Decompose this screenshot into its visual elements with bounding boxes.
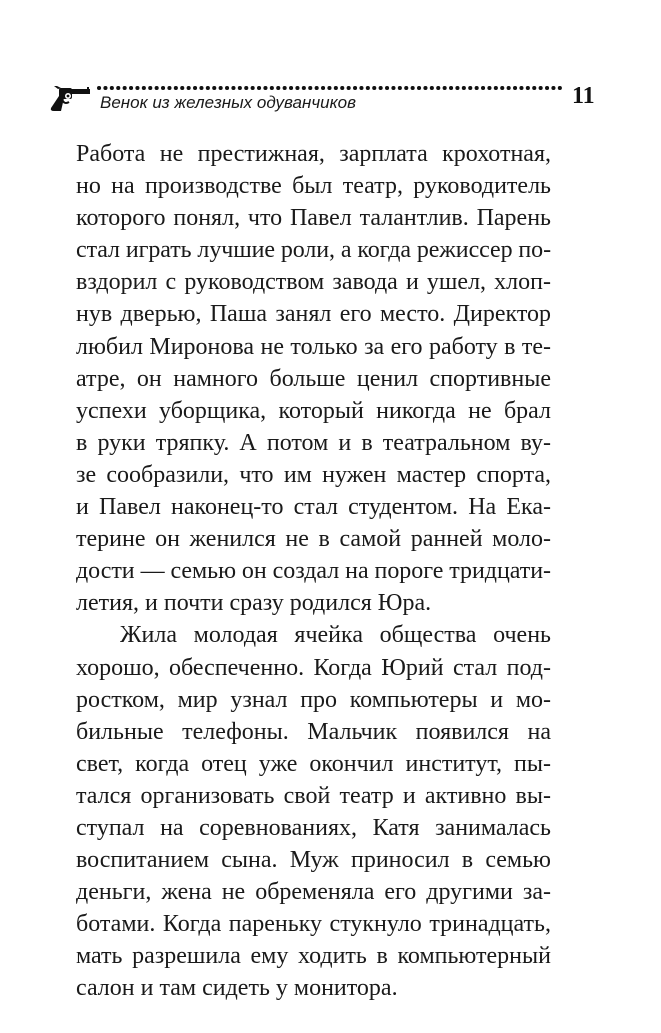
text-line: ботами. Когда пареньку стукнуло тринадцать,	[76, 911, 551, 938]
text-line: ростком, мир узнал про компьютеры и мо-	[76, 686, 551, 713]
text-line: дости — семью он создал на пороге тридцати-	[76, 558, 551, 585]
text-line: которого понял, что Павел талантлив. Парень	[76, 205, 551, 232]
text-line: бильные телефоны. Мальчик появился на	[76, 718, 551, 745]
text-line: в руки тряпку. А потом и в театральном ву-	[76, 429, 551, 456]
dotted-rule	[96, 84, 566, 92]
text-line: нув дверью, Паша занял его место. Директор	[76, 301, 551, 328]
text-line: ступал на соревнованиях, Катя занималась	[76, 814, 551, 841]
body-text	[76, 138, 551, 1005]
text-line: стал играть лучшие роли, а когда режиссер по-	[76, 237, 551, 264]
text-line: вздорил с руководством завода и ушел, хлоп-	[76, 269, 551, 296]
text-line: воспитанием сына. Муж приносил в семью	[76, 847, 551, 874]
text-line: деньги, жена не обременяла его другими за-	[76, 879, 551, 906]
text-line: свет, когда отец уже окончил институт, пы-	[76, 750, 551, 777]
page-header	[48, 82, 618, 122]
text-line: мать разрешила ему ходить в компьютерный	[76, 943, 551, 970]
text-line: успехи уборщика, который никогда не брал	[76, 397, 551, 424]
text-line: салон и там сидеть у монитора.	[76, 975, 398, 1002]
text-line: тался организовать свой театр и активно вы-	[76, 782, 551, 809]
paragraph-1	[76, 138, 551, 619]
running-title: Венок из железных одуванчиков	[100, 93, 356, 112]
revolver-icon	[48, 86, 90, 112]
text-line: и Павел наконец-то стал студентом. На Ека-	[76, 494, 551, 521]
text-line: хорошо, обеспеченно. Когда Юрий стал под-	[76, 654, 551, 681]
text-line: Работа не престижная, зарплата крохотная,	[76, 141, 551, 167]
paragraph-2	[76, 619, 551, 1004]
text-line: атре, он намного больше ценил спортивные	[76, 365, 551, 392]
text-line: Жила молодая ячейка общества очень	[120, 622, 551, 649]
text-line: зе сообразили, что им нужен мастер спорта,	[76, 461, 551, 488]
text-line: летия, и почти сразу родился Юра.	[76, 590, 432, 617]
text-line: но на производстве был театр, руководитель	[76, 173, 551, 200]
text-line: любил Миронова не только за его работу в те-	[76, 333, 551, 360]
text-line: терине он женился не в самой ранней моло-	[76, 526, 551, 553]
page-number: 11	[572, 83, 595, 109]
